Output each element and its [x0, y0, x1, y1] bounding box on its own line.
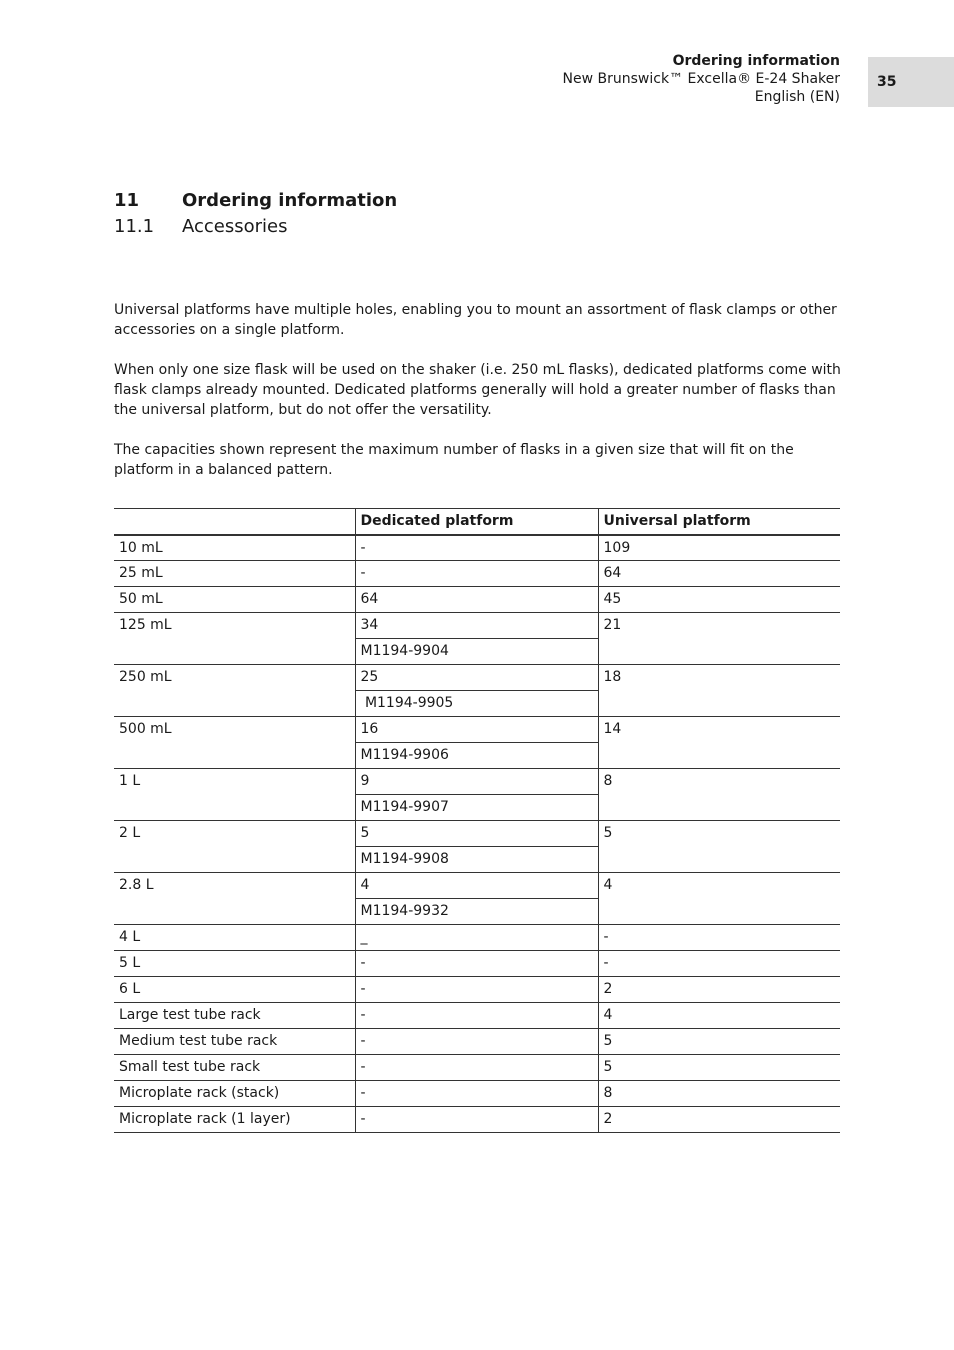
cell-dedicated-capacity: 34: [355, 613, 598, 639]
cell-universal-capacity: -: [598, 925, 840, 951]
table-row: [114, 1029, 840, 1055]
cell-dedicated-capacity: -: [355, 561, 598, 587]
cell-dedicated-capacity: -: [355, 1107, 598, 1133]
table-row: [114, 561, 840, 587]
table-row: [114, 1081, 840, 1107]
cell-flask-size: 25 mL: [114, 561, 355, 587]
cell-flask-size: 125 mL: [114, 613, 355, 665]
table-row: [114, 535, 840, 561]
section-title: Accessories: [182, 216, 288, 237]
cell-dedicated-capacity: -: [355, 535, 598, 561]
cell-order-number: M1194-9907: [355, 795, 598, 821]
cell-universal-capacity: 45: [598, 587, 840, 613]
chapter-heading: [114, 190, 397, 211]
chapter-number: 11: [114, 190, 140, 211]
page-number-box: [868, 57, 954, 107]
header-product-name: New Brunswick™ Excella® E-24 Shaker: [562, 71, 840, 87]
cell-universal-capacity: 14: [598, 717, 840, 769]
cell-order-number: M1194-9906: [355, 743, 598, 769]
cell-order-number: M1194-9908: [355, 847, 598, 873]
table-row: [114, 769, 840, 795]
cell-universal-capacity: 4: [598, 873, 840, 925]
cell-dedicated-capacity: -: [355, 1055, 598, 1081]
cell-dedicated-capacity: -: [355, 1081, 598, 1107]
table-row: [114, 1055, 840, 1081]
table-header-row: [114, 509, 840, 535]
cell-dedicated-capacity: 16: [355, 717, 598, 743]
cell-flask-size: 250 mL: [114, 665, 355, 717]
cell-universal-capacity: 5: [598, 1029, 840, 1055]
cell-flask-size: 1 L: [114, 769, 355, 821]
section-number: 11.1: [114, 216, 155, 237]
table-row: [114, 925, 840, 951]
table-row: [114, 977, 840, 1003]
cell-flask-size: 50 mL: [114, 587, 355, 613]
cell-flask-size: Microplate rack (1 layer): [114, 1107, 355, 1133]
table-row: [114, 873, 840, 899]
cell-flask-size: 2 L: [114, 821, 355, 873]
cell-universal-capacity: 109: [598, 535, 840, 561]
header-section-title: Ordering information: [672, 53, 840, 69]
header-cell-dedicated: Dedicated platform: [355, 509, 598, 535]
cell-dedicated-capacity: _: [355, 925, 598, 951]
cell-universal-capacity: 21: [598, 613, 840, 665]
table-row: [114, 1003, 840, 1029]
page-number: 35: [877, 74, 897, 90]
cell-dedicated-capacity: 64: [355, 587, 598, 613]
cell-dedicated-capacity: 25: [355, 665, 598, 691]
cell-dedicated-capacity: 5: [355, 821, 598, 847]
cell-flask-size: 2.8 L: [114, 873, 355, 925]
cell-universal-capacity: 5: [598, 821, 840, 873]
paragraph-universal-platforms: Universal platforms have multiple holes, enabling you to mount an assortment of flask clamps or other accessories on a single platform.: [114, 302, 837, 338]
table-row: [114, 665, 840, 691]
cell-dedicated-capacity: -: [355, 951, 598, 977]
cell-order-number: M1194-9905: [355, 691, 598, 717]
cell-universal-capacity: 2: [598, 977, 840, 1003]
cell-flask-size: 10 mL: [114, 535, 355, 561]
table-row: [114, 613, 840, 639]
table-row: [114, 1107, 840, 1133]
cell-flask-size: 5 L: [114, 951, 355, 977]
cell-universal-capacity: 8: [598, 1081, 840, 1107]
cell-dedicated-capacity: -: [355, 1029, 598, 1055]
accessories-capacity-table: [114, 508, 840, 1133]
cell-dedicated-capacity: 9: [355, 769, 598, 795]
cell-order-number: M1194-9904: [355, 639, 598, 665]
cell-flask-size: Small test tube rack: [114, 1055, 355, 1081]
cell-flask-size: 500 mL: [114, 717, 355, 769]
chapter-title: Ordering information: [182, 190, 398, 211]
cell-flask-size: Medium test tube rack: [114, 1029, 355, 1055]
header-cell-size: [114, 509, 355, 535]
cell-flask-size: 4 L: [114, 925, 355, 951]
cell-flask-size: 6 L: [114, 977, 355, 1003]
table-row: [114, 587, 840, 613]
cell-universal-capacity: 8: [598, 769, 840, 821]
table-row: [114, 717, 840, 743]
cell-dedicated-capacity: -: [355, 977, 598, 1003]
cell-universal-capacity: 2: [598, 1107, 840, 1133]
cell-universal-capacity: 4: [598, 1003, 840, 1029]
table-row: [114, 821, 840, 847]
cell-universal-capacity: 18: [598, 665, 840, 717]
cell-dedicated-capacity: -: [355, 1003, 598, 1029]
cell-universal-capacity: 64: [598, 561, 840, 587]
cell-universal-capacity: 5: [598, 1055, 840, 1081]
header-cell-universal: Universal platform: [598, 509, 840, 535]
cell-universal-capacity: -: [598, 951, 840, 977]
table-row: [114, 951, 840, 977]
paragraph-capacities: The capacities shown represent the maximum number of flasks in a given size that will fit on the platform in a balanced pattern.: [114, 442, 794, 478]
cell-dedicated-capacity: 4: [355, 873, 598, 899]
cell-flask-size: Large test tube rack: [114, 1003, 355, 1029]
section-heading: [114, 216, 288, 237]
paragraph-dedicated-platforms: When only one size flask will be used on the shaker (i.e. 250 mL flasks), dedicated platforms come with flask clamps already mounted. Dedicated platforms generally will hold a greater number of flasks than the universal platform, but do not offer the versatility.: [114, 362, 841, 418]
running-header: [563, 52, 840, 106]
cell-flask-size: Microplate rack (stack): [114, 1081, 355, 1107]
header-language: English (EN): [754, 89, 840, 105]
cell-order-number: M1194-9932: [355, 899, 598, 925]
